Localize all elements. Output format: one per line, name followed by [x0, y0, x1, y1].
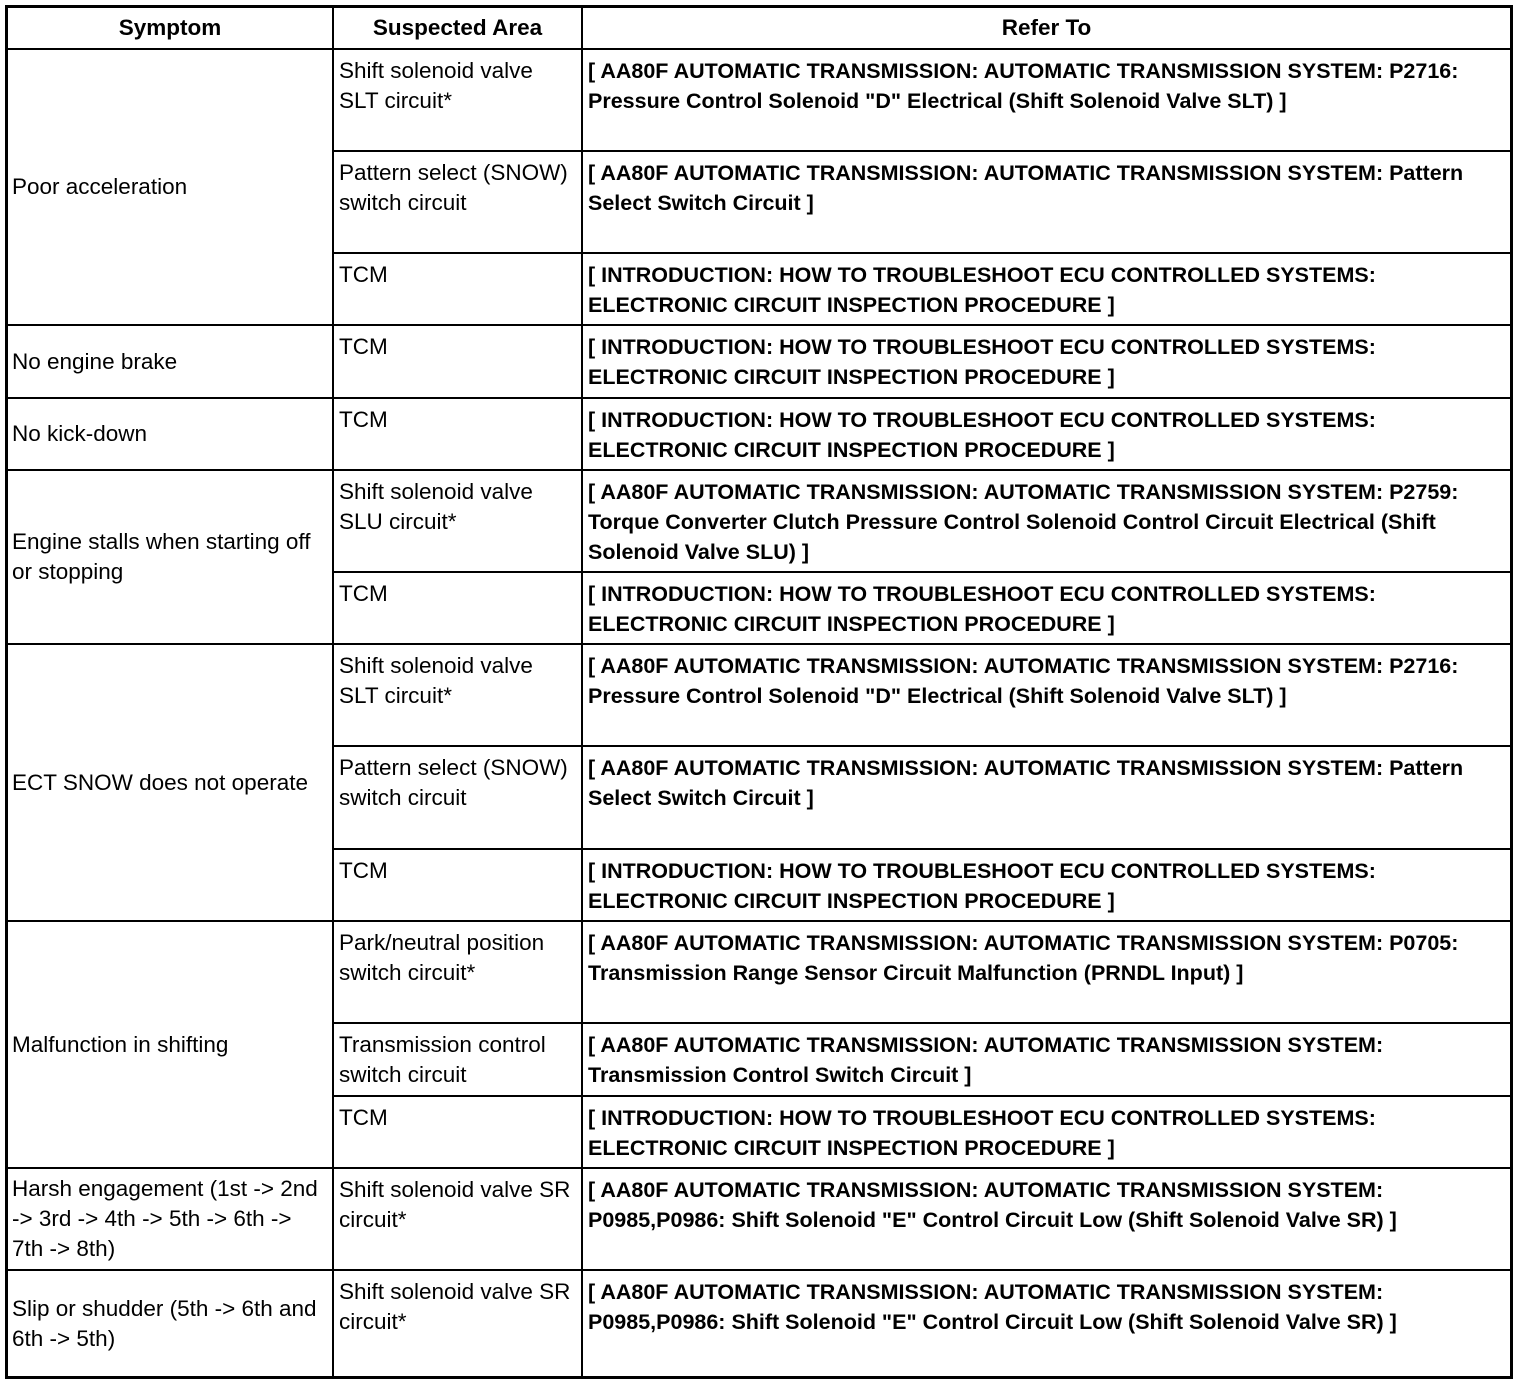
refer-to-link[interactable]: [ AA80F AUTOMATIC TRANSMISSION: AUTOMATIC TRANSMISSION SYSTEM: P2716: Pressure Control Solenoid "D" Electrical (Shift Solenoid Valve SLT) ] [582, 644, 1510, 746]
suspected-area-cell: Shift solenoid valve SLT circuit* [333, 49, 582, 151]
symptom-cell: Poor acceleration [8, 49, 333, 325]
table-row [8, 398, 1510, 470]
table-row [8, 49, 1510, 151]
suspected-area-cell: Shift solenoid valve SLT circuit* [333, 644, 582, 746]
refer-to-link[interactable]: [ AA80F AUTOMATIC TRANSMISSION: AUTOMATIC TRANSMISSION SYSTEM: Pattern Select Switch Circuit ] [582, 151, 1510, 253]
symptom-cell: Harsh engagement (1st -> 2nd -> 3rd -> 4th -> 5th -> 6th -> 7th -> 8th) [8, 1168, 333, 1270]
symptom-cell: No engine brake [8, 325, 333, 398]
table-row [8, 921, 1510, 1023]
refer-to-link[interactable]: [ INTRODUCTION: HOW TO TROUBLESHOOT ECU CONTROLLED SYSTEMS: ELECTRONIC CIRCUIT INSPECTION PROCEDURE ] [582, 253, 1510, 325]
symptom-cell: Malfunction in shifting [8, 921, 333, 1168]
refer-to-link[interactable]: [ AA80F AUTOMATIC TRANSMISSION: AUTOMATIC TRANSMISSION SYSTEM: Pattern Select Switch Circuit ] [582, 746, 1510, 849]
suspected-area-cell: Shift solenoid valve SR circuit* [333, 1270, 582, 1376]
table-row [8, 1270, 1510, 1376]
symptom-cell: Slip or shudder (5th -> 6th and 6th -> 5th) [8, 1270, 333, 1376]
table-row [8, 1168, 1510, 1270]
suspected-area-cell: TCM [333, 572, 582, 644]
refer-to-link[interactable]: [ AA80F AUTOMATIC TRANSMISSION: AUTOMATIC TRANSMISSION SYSTEM: P0705: Transmission Range Sensor Circuit Malfunction (PRNDL Input) ] [582, 921, 1510, 1023]
table-row [8, 325, 1510, 398]
troubleshooting-table-frame [5, 5, 1513, 1379]
suspected-area-cell: TCM [333, 1096, 582, 1168]
table-row [8, 644, 1510, 746]
table-row [8, 470, 1510, 572]
troubleshooting-table [8, 8, 1510, 1376]
refer-to-link[interactable]: [ AA80F AUTOMATIC TRANSMISSION: AUTOMATIC TRANSMISSION SYSTEM: P0985,P0986: Shift Solenoid "E" Control Circuit Low (Shift Solenoid Valve SR) ] [582, 1270, 1510, 1376]
header-symptom: Symptom [8, 8, 333, 49]
suspected-area-cell: Transmission control switch circuit [333, 1023, 582, 1096]
symptom-cell: No kick-down [8, 398, 333, 470]
refer-to-link[interactable]: [ AA80F AUTOMATIC TRANSMISSION: AUTOMATIC TRANSMISSION SYSTEM: P2759: Torque Converter Clutch Pressure Control Solenoid Control Circuit Electrical (Shift Solenoid Valve SLU) ] [582, 470, 1510, 572]
header-suspected-area: Suspected Area [333, 8, 582, 49]
refer-to-link[interactable]: [ AA80F AUTOMATIC TRANSMISSION: AUTOMATIC TRANSMISSION SYSTEM: Transmission Control Switch Circuit ] [582, 1023, 1510, 1096]
suspected-area-cell: Pattern select (SNOW) switch circuit [333, 151, 582, 253]
symptom-cell: ECT SNOW does not operate [8, 644, 333, 921]
suspected-area-cell: Shift solenoid valve SLU circuit* [333, 470, 582, 572]
refer-to-link[interactable]: [ INTRODUCTION: HOW TO TROUBLESHOOT ECU CONTROLLED SYSTEMS: ELECTRONIC CIRCUIT INSPECTION PROCEDURE ] [582, 1096, 1510, 1168]
suspected-area-cell: Pattern select (SNOW) switch circuit [333, 746, 582, 849]
suspected-area-cell: TCM [333, 325, 582, 398]
refer-to-link[interactable]: [ INTRODUCTION: HOW TO TROUBLESHOOT ECU CONTROLLED SYSTEMS: ELECTRONIC CIRCUIT INSPECTION PROCEDURE ] [582, 325, 1510, 398]
symptom-cell: Engine stalls when starting off or stopping [8, 470, 333, 644]
header-refer-to: Refer To [582, 8, 1510, 49]
refer-to-link[interactable]: [ AA80F AUTOMATIC TRANSMISSION: AUTOMATIC TRANSMISSION SYSTEM: P2716: Pressure Control Solenoid "D" Electrical (Shift Solenoid Valve SLT) ] [582, 49, 1510, 151]
suspected-area-cell: Park/neutral position switch circuit* [333, 921, 582, 1023]
suspected-area-cell: Shift solenoid valve SR circuit* [333, 1168, 582, 1270]
refer-to-link[interactable]: [ INTRODUCTION: HOW TO TROUBLESHOOT ECU CONTROLLED SYSTEMS: ELECTRONIC CIRCUIT INSPECTION PROCEDURE ] [582, 849, 1510, 921]
refer-to-link[interactable]: [ AA80F AUTOMATIC TRANSMISSION: AUTOMATIC TRANSMISSION SYSTEM: P0985,P0986: Shift Solenoid "E" Control Circuit Low (Shift Solenoid Valve SR) ] [582, 1168, 1510, 1270]
refer-to-link[interactable]: [ INTRODUCTION: HOW TO TROUBLESHOOT ECU CONTROLLED SYSTEMS: ELECTRONIC CIRCUIT INSPECTION PROCEDURE ] [582, 572, 1510, 644]
suspected-area-cell: TCM [333, 398, 582, 470]
suspected-area-cell: TCM [333, 849, 582, 921]
suspected-area-cell: TCM [333, 253, 582, 325]
refer-to-link[interactable]: [ INTRODUCTION: HOW TO TROUBLESHOOT ECU CONTROLLED SYSTEMS: ELECTRONIC CIRCUIT INSPECTION PROCEDURE ] [582, 398, 1510, 470]
header-row [8, 8, 1510, 49]
